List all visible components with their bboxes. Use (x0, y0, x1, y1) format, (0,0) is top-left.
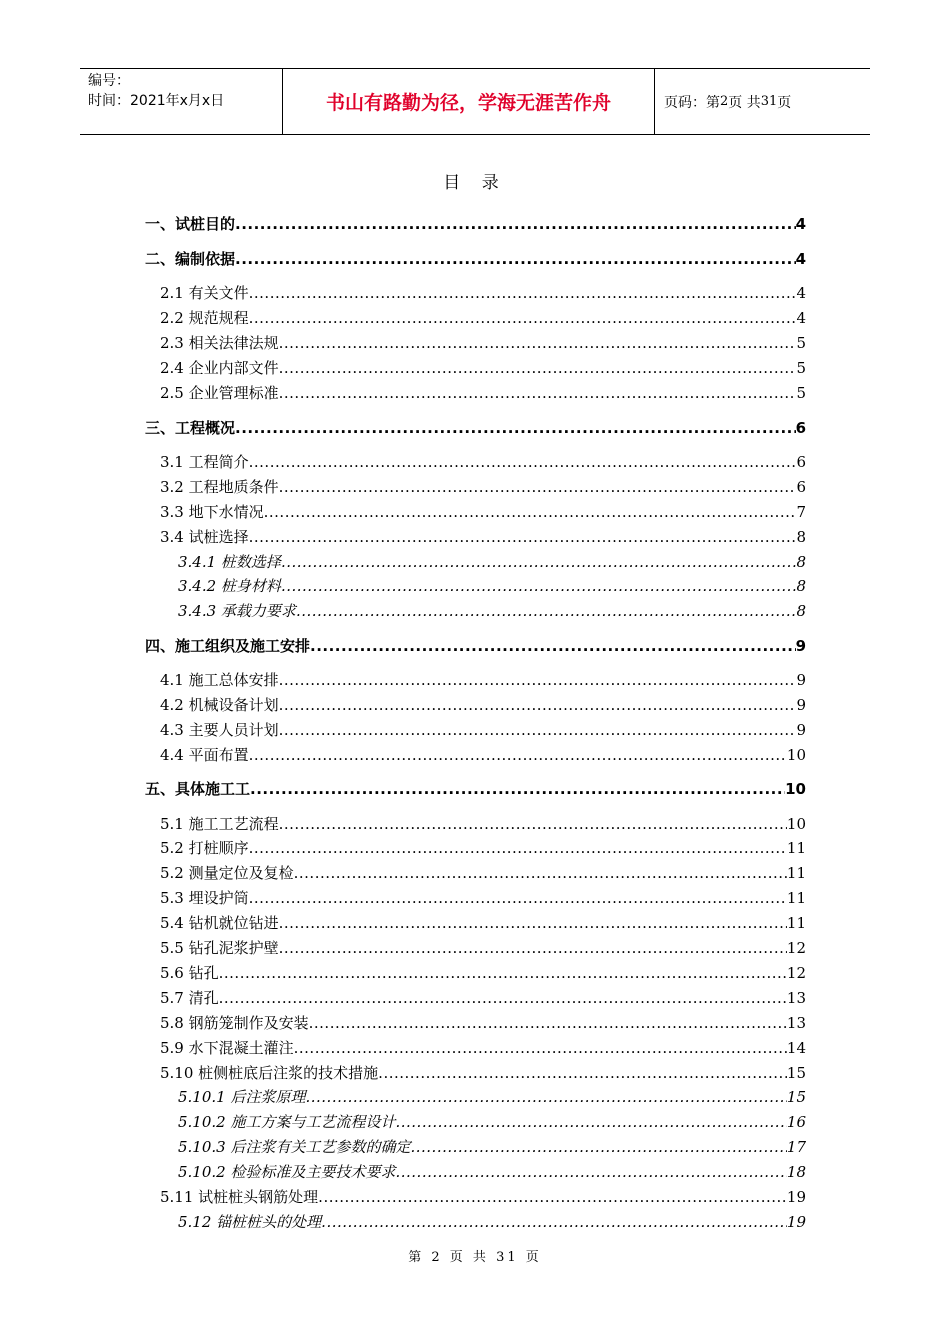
toc-entry-page: 18 (786, 1163, 806, 1181)
toc-entry-page: 15 (786, 1088, 806, 1106)
toc-leader-dots (279, 356, 797, 380)
toc-entry-label: 4.2 机械设备计划 (160, 696, 279, 714)
toc-section-entry[interactable] (160, 1011, 806, 1035)
toc-entry-label: 5.10.3 后注浆有关工艺参数的确定 (178, 1138, 411, 1156)
toc-leader-dots (235, 212, 796, 236)
toc-entry-page: 19 (786, 1188, 806, 1206)
toc-entry-label: 5.10.1 后注浆原理 (178, 1088, 306, 1106)
toc-entry-label: 5.11 试桩桩头钢筋处理 (160, 1188, 319, 1206)
header-date: 时间：2021年x月x日 (88, 93, 225, 109)
toc-entry-page: 17 (786, 1138, 806, 1156)
toc-entry-page: 4 (796, 284, 806, 302)
toc-section-entry[interactable] (160, 743, 806, 767)
toc-section-entry[interactable] (160, 356, 806, 380)
toc-entry-label: 3.4.3 承载力要求 (178, 602, 296, 620)
toc-entry-page: 4 (795, 215, 806, 233)
toc-section-entry[interactable] (160, 986, 806, 1010)
toc-entry-label: 2.1 有关文件 (160, 284, 249, 302)
toc-entry-label: 3.4 试桩选择 (160, 528, 249, 546)
toc-entry-label: 5.8 钢筋笼制作及安装 (160, 1014, 309, 1032)
toc-entry-page: 5 (796, 334, 806, 352)
toc-entry-label: 3.4.1 桩数选择 (178, 553, 281, 571)
toc-section-entry[interactable] (160, 693, 806, 717)
toc-leader-dots (318, 1185, 787, 1209)
toc-section-entry[interactable] (160, 836, 806, 860)
toc-section-entry[interactable] (160, 475, 806, 499)
toc-leader-dots (249, 525, 797, 549)
toc-section-entry[interactable] (160, 1185, 806, 1209)
toc-chapter-entry[interactable] (145, 247, 806, 271)
toc-entry-label: 2.4 企业内部文件 (160, 359, 279, 377)
toc-entry-page: 4 (795, 250, 806, 268)
toc-entry-page: 9 (796, 721, 806, 739)
toc-entry-page: 11 (786, 839, 806, 857)
toc-leader-dots (249, 281, 797, 305)
toc-leader-dots (281, 550, 797, 574)
footer-suffix: 页 (525, 1250, 542, 1265)
toc-entry-page: 11 (786, 864, 806, 882)
toc-entry-page: 19 (786, 1213, 806, 1231)
header-page-prefix: 页码：第 (664, 94, 720, 111)
toc-entry-label: 一、试桩目的 (145, 215, 236, 233)
toc-leader-dots (249, 836, 787, 860)
toc-leader-dots (279, 936, 787, 960)
header-page-mid: 页 共 (728, 94, 761, 111)
toc-entry-page: 12 (786, 964, 806, 982)
toc-entry-label: 5.7 清孔 (160, 989, 219, 1007)
footer-mid: 页 共 (449, 1250, 489, 1265)
toc-leader-dots (249, 743, 787, 767)
toc-leader-dots (395, 1160, 786, 1184)
toc-entry-page: 16 (786, 1113, 806, 1131)
toc-entry-page: 8 (796, 528, 806, 546)
toc-leader-dots (279, 668, 797, 692)
toc-entry-page: 13 (786, 1014, 806, 1032)
toc-section-entry[interactable] (160, 306, 806, 330)
toc-entry-page: 7 (796, 503, 806, 521)
toc-entry-page: 6 (796, 478, 806, 496)
toc-entry-label: 5.6 钻孔 (160, 964, 219, 982)
toc-leader-dots (264, 500, 797, 524)
toc-subsection-entry[interactable] (178, 1135, 806, 1159)
toc-leader-dots (249, 450, 797, 474)
toc-chapter-entry[interactable] (145, 634, 806, 658)
toc-entry-page: 10 (786, 815, 806, 833)
toc-entry-label: 五、具体施工工 (145, 780, 251, 798)
toc-section-entry[interactable] (160, 450, 806, 474)
toc-entry-label: 5.4 钻机就位钻进 (160, 914, 279, 932)
footer-page-number: 2 (431, 1250, 443, 1265)
toc-entry-label: 5.10.2 施工方案与工艺流程设计 (178, 1113, 396, 1131)
toc-entry-page: 11 (786, 889, 806, 907)
toc-entry-page: 8 (796, 602, 806, 620)
toc-leader-dots (395, 1110, 786, 1134)
toc-leader-dots (305, 1085, 786, 1109)
toc-section-entry[interactable] (160, 812, 806, 836)
header-page-total: 31 (760, 94, 778, 109)
toc-section-entry[interactable] (160, 1036, 806, 1060)
toc-section-entry[interactable] (160, 1061, 806, 1085)
toc-leader-dots (279, 381, 797, 405)
toc-entry-label: 5.10 桩侧桩底后注浆的技术措施 (160, 1064, 379, 1082)
toc-section-entry[interactable] (160, 381, 806, 405)
toc-leader-dots (219, 961, 787, 985)
header-page-suffix: 页 (777, 94, 792, 111)
toc-section-entry[interactable] (160, 911, 806, 935)
page-header (80, 68, 870, 135)
toc-subsection-entry[interactable] (178, 1160, 806, 1184)
toc-entry-label: 四、施工组织及施工安排 (145, 637, 311, 655)
toc-chapter-entry[interactable] (145, 416, 806, 440)
header-page-number: 2 (720, 94, 729, 109)
toc-entry-label: 2.2 规范规程 (160, 309, 249, 327)
header-page-cell (655, 69, 870, 134)
toc-leader-dots (294, 861, 787, 885)
toc-chapter-entry[interactable] (145, 212, 806, 236)
toc-leader-dots (279, 812, 787, 836)
toc-section-entry[interactable] (160, 525, 806, 549)
toc-entry-label: 5.5 钻孔泥浆护壁 (160, 939, 279, 957)
toc-leader-dots (279, 693, 797, 717)
toc-entry-page: 12 (786, 939, 806, 957)
toc-entry-label: 3.4.2 桩身材料 (178, 577, 281, 595)
toc-leader-dots (279, 911, 787, 935)
toc-entry-label: 5.12 锚桩桩头的处理 (178, 1213, 322, 1231)
toc-leader-dots (249, 886, 787, 910)
toc-entry-label: 3.1 工程简介 (160, 453, 249, 471)
toc-leader-dots (279, 718, 797, 742)
toc-leader-dots (219, 986, 787, 1010)
toc-leader-dots (235, 416, 796, 440)
toc-leader-dots (410, 1135, 786, 1159)
toc-leader-dots (378, 1061, 787, 1085)
toc-section-entry[interactable] (160, 331, 806, 355)
toc-leader-dots (279, 475, 797, 499)
toc-leader-dots (321, 1210, 787, 1234)
toc-section-entry[interactable] (160, 861, 806, 885)
toc-subsection-entry[interactable] (178, 1085, 806, 1109)
toc-entry-page: 10 (786, 746, 806, 764)
footer-prefix: 第 (408, 1250, 425, 1265)
toc-leader-dots (309, 1011, 787, 1035)
toc-entry-label: 5.2 打桩顺序 (160, 839, 249, 857)
toc-entry-label: 5.2 测量定位及复检 (160, 864, 294, 882)
toc-subsection-entry[interactable] (178, 599, 806, 623)
toc-entry-page: 5 (796, 384, 806, 402)
toc-leader-dots (281, 574, 797, 598)
toc-entry-label: 5.10.2 检验标准及主要技术要求 (178, 1163, 396, 1181)
header-info-cell (80, 69, 283, 134)
toc-subsection-entry[interactable] (178, 1110, 806, 1134)
toc-entry-label: 3.2 工程地质条件 (160, 478, 279, 496)
toc-entry-page: 14 (786, 1039, 806, 1057)
toc-entry-label: 3.3 地下水情况 (160, 503, 264, 521)
toc-entry-label: 4.4 平面布置 (160, 746, 249, 764)
toc-entry-label: 5.1 施工工艺流程 (160, 815, 279, 833)
toc-entry-page: 6 (795, 419, 806, 437)
toc-section-entry[interactable] (160, 500, 806, 524)
toc-entry-page: 9 (796, 696, 806, 714)
toc-chapter-entry[interactable] (145, 777, 806, 801)
toc-leader-dots (250, 777, 785, 801)
footer-page-total: 31 (496, 1250, 519, 1265)
toc-entry-label: 4.1 施工总体安排 (160, 671, 279, 689)
toc-leader-dots (235, 247, 796, 271)
toc-entry-label: 三、工程概况 (145, 419, 236, 437)
toc-section-entry[interactable] (160, 281, 806, 305)
toc-section-entry[interactable] (160, 668, 806, 692)
toc-entry-label: 5.9 水下混凝土灌注 (160, 1039, 294, 1057)
toc-entry-label: 2.5 企业管理标准 (160, 384, 279, 402)
toc-section-entry[interactable] (160, 718, 806, 742)
header-code-label: 编号： (88, 73, 130, 89)
toc-entry-page: 11 (786, 914, 806, 932)
toc-entry-page: 8 (796, 553, 806, 571)
toc-section-entry[interactable] (160, 961, 806, 985)
toc-entry-label: 二、编制依据 (145, 250, 236, 268)
header-motto-cell (283, 69, 655, 134)
toc-entry-page: 4 (796, 309, 806, 327)
toc-entry-page: 9 (795, 637, 806, 655)
header-motto: 书山有路勤为径，学海无涯苦作舟 (325, 92, 611, 114)
toc-entry-page: 5 (796, 359, 806, 377)
toc-entry-page: 6 (796, 453, 806, 471)
toc-entry-page: 10 (785, 780, 806, 798)
toc-leader-dots (294, 1036, 787, 1060)
toc-entry-page: 9 (796, 671, 806, 689)
toc-title: 目 录 (443, 173, 507, 193)
toc-entry-page: 13 (786, 989, 806, 1007)
toc-entry-label: 4.3 主要人员计划 (160, 721, 279, 739)
toc-section-entry[interactable] (160, 936, 806, 960)
toc-entry-label: 5.3 埋设护筒 (160, 889, 249, 907)
toc-subsection-entry[interactable] (178, 574, 806, 598)
toc-leader-dots (249, 306, 797, 330)
toc-section-entry[interactable] (160, 886, 806, 910)
toc-entry-page: 8 (796, 577, 806, 595)
page-footer (0, 1246, 950, 1265)
toc-entry-label: 2.3 相关法律法规 (160, 334, 279, 352)
toc-subsection-entry[interactable] (178, 550, 806, 574)
toc-subsection-entry[interactable] (178, 1210, 806, 1234)
toc-leader-dots (310, 634, 796, 658)
toc-leader-dots (296, 599, 797, 623)
toc-leader-dots (279, 331, 797, 355)
toc-entry-page: 15 (786, 1064, 806, 1082)
